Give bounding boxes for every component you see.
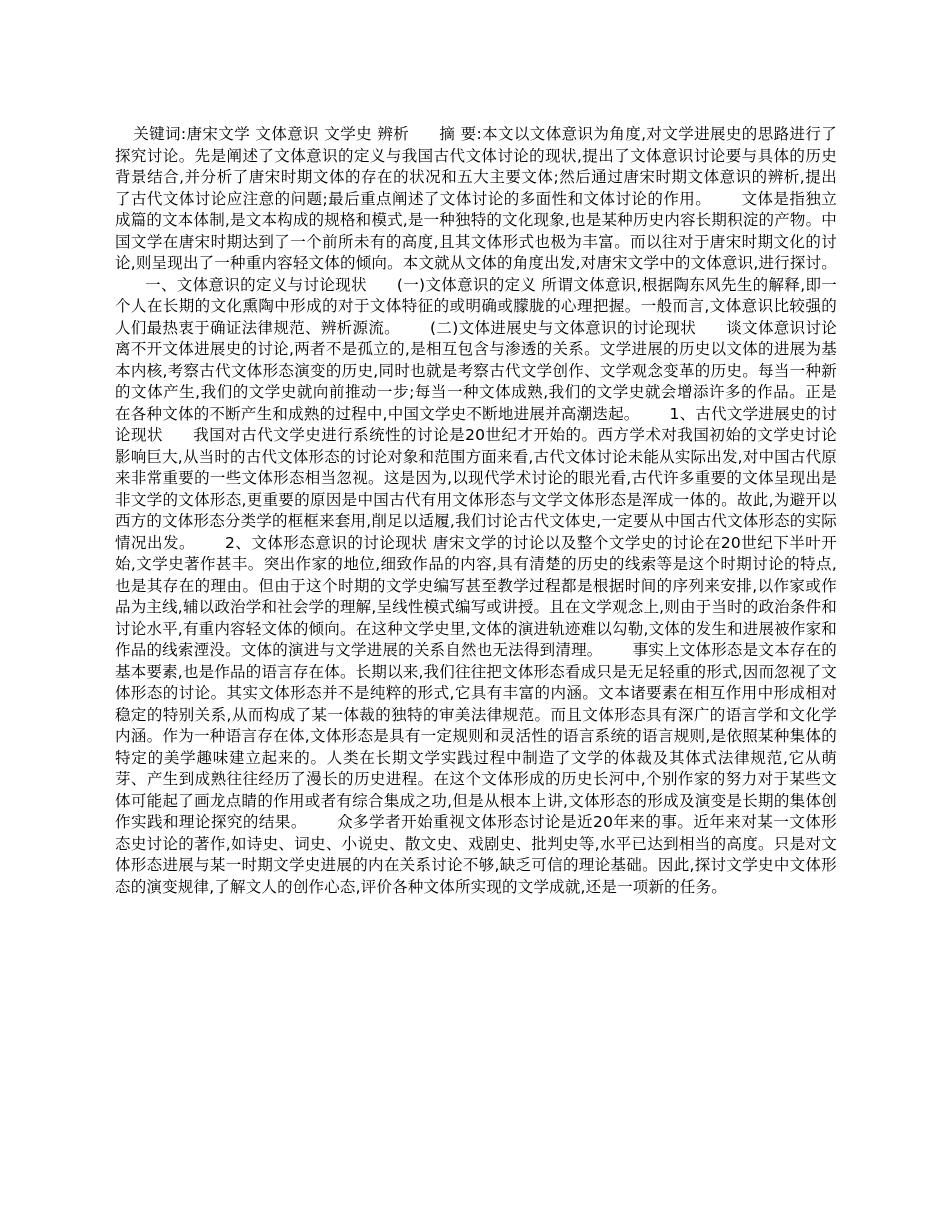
intro-paragraph: 文体是指独立成篇的文本体制,是文本构成的规格和模式,是一种独特的文化现象,也是某种历史内容长期积淀的产物。中国文学在唐宋时期达到了一个前所未有的高度,且其文体形式也极为丰富。而以往对于唐宋时期文化的讨论,则呈现出了一种重内容轻文体的倾向。本文就从文体的角度出发,对唐宋文学中的文体意识,进行探讨。 bbox=[115, 189, 837, 272]
paragraph-history: 谈文体意识讨论离不开文体进展史的讨论,两者不是孤立的,是相互包含与渗透的关系。文学进展的历史以文体的进展为基本内核,考察古代文体形态演变的历史,同时也就是考察古代文学创作、文学观念变革的历史。每当一种新的文体产生,我们的文学史就向前推动一步;每当一种文体成熟,我们的文学史就会增添许多的作品。正是在各种文体的不断产生和成熟的过程中,中国文学史不断地进展并高潮迭起。 bbox=[115, 318, 837, 423]
paragraph-ancient-literature: 我国对古代文学史进行系统性的讨论是20世纪才开始的。西方学术对我国初始的文学史讨论影响巨大,从当时的古代文体形态的讨论对象和范围方面来看,古代文体讨论未能从实际出发,对中国古代原来非常重要的一些文体形态相当忽视。这是因为,以现代学术讨论的眼光看,古代许多重要的文体呈现出是非文学的文体形态,更重要的原因是中国古代有用文体形态与文学文体形态是浑成一体的。故此,为避开以西方的文体形态分类学的框框来套用,削足以适履,我们讨论古代文体史,一定要从中国古代文体形态的实际情况出发。 bbox=[115, 426, 837, 552]
article-body bbox=[115, 124, 837, 898]
paragraph-form-essence: 事实上文体形态是文本存在的基本要素,也是作品的语言存在体。长期以来,我们往往把文体形态看成只是无足轻重的形式,因而忽视了文体形态的讨论。其实文体形态并不是纯粹的形式,它具有丰富的内涵。文本诸要素在相互作用中形成相对稳定的特别关系,从而构成了某一体裁的独特的审美法律规范。而且文体形态具有深广的语言学和文化学内涵。作为一种语言存在体,文体形态是具有一定规则和灵活性的语言系统的语言规则,是依照某种集体的特定的美学趣味建立起来的。人类在长期文学实践过程中制造了文学的体裁及其体式法律规范,它从萌芽、产生到成熟往往经历了漫长的历史进程。在这个文体形成的历史长河中,个别作家的努力对于某些文体可能起了画龙点睛的作用或者有综合集成之功,但是从根本上讲,文体形态的形成及演变是长期的集体创作实践和理论探究的结果。 bbox=[115, 641, 837, 831]
subsection-heading-2: (二)文体进展史与文体意识的讨论现状 bbox=[430, 318, 697, 337]
heading-ancient-literature: 1、古代文学进展史的讨论现状 bbox=[115, 404, 837, 444]
paragraph-form-awareness: 2、文体形态意识的讨论现状 唐宋文学的讨论以及整个文学史的讨论在20世纪下半叶开始,文学史著作甚丰。突出作家的地位,细致作品的内容,具有清楚的历史的线索等是这个时期讨论的特点,也是其存在的理由。但由于这个时期的文学史编写甚至教学过程都是根据时间的序列来安排,以作家或作品为主线,辅以政治学和社会学的理解,呈线性模式编写或讲授。且在文学观念上,则由于当时的政治条件和讨论水平,有重内容轻文体的倾向。在这种文学史里,文体的演进轨迹难以勾勒,文体的发生和进展被作家和作品的线索湮没。文体的演进与文学进展的关系自然也无法得到清理。 bbox=[115, 533, 837, 659]
subsection-definition: (一)文体意识的定义 所谓文体意识,根据陶东风先生的解释,即一个人在长期的文化熏陶中形成的对于文体特征的或明确或朦胧的心理把握。一般而言,文体意识比较强的人们最热衷于确证法律规范、辨析源流。 bbox=[115, 275, 837, 337]
paragraph-conclusion: 众多学者开始重视文体形态讨论是近20年来的事。近年来对某一文体形态史讨论的著作,如诗史、词史、小说史、散文史、戏剧史、批判史等,水平已达到相当的高度。只是对文体形态进展与某一时期文学史进展的内在关系讨论不够,缺乏可信的理论基础。因此,探讨文学史中文体形态的演变规律,了解文人的创作心态,评价各种文体所实现的文学成就,还是一项新的任务。 bbox=[115, 813, 837, 896]
keywords-line: 关键词:唐宋文学 文体意识 文学史 辨析 bbox=[133, 125, 410, 143]
abstract: 摘 要:本文以文体意识为角度,对文学进展史的思路进行了探究讨论。先是阐述了文体意识的定义与我国古代文体讨论的现状,提出了文体意识讨论要与具体的历史背景结合,并分析了唐宋时期文体的存在的状况和五大主要文体;然后通过唐宋时期文体意识的辨析,提出了古代文体讨论应注意的问题;最后重点阐述了文体讨论的多面性和文体讨论的作用。 bbox=[115, 125, 837, 208]
section-heading-1: 一、文体意识的定义与讨论现状 bbox=[145, 275, 367, 294]
